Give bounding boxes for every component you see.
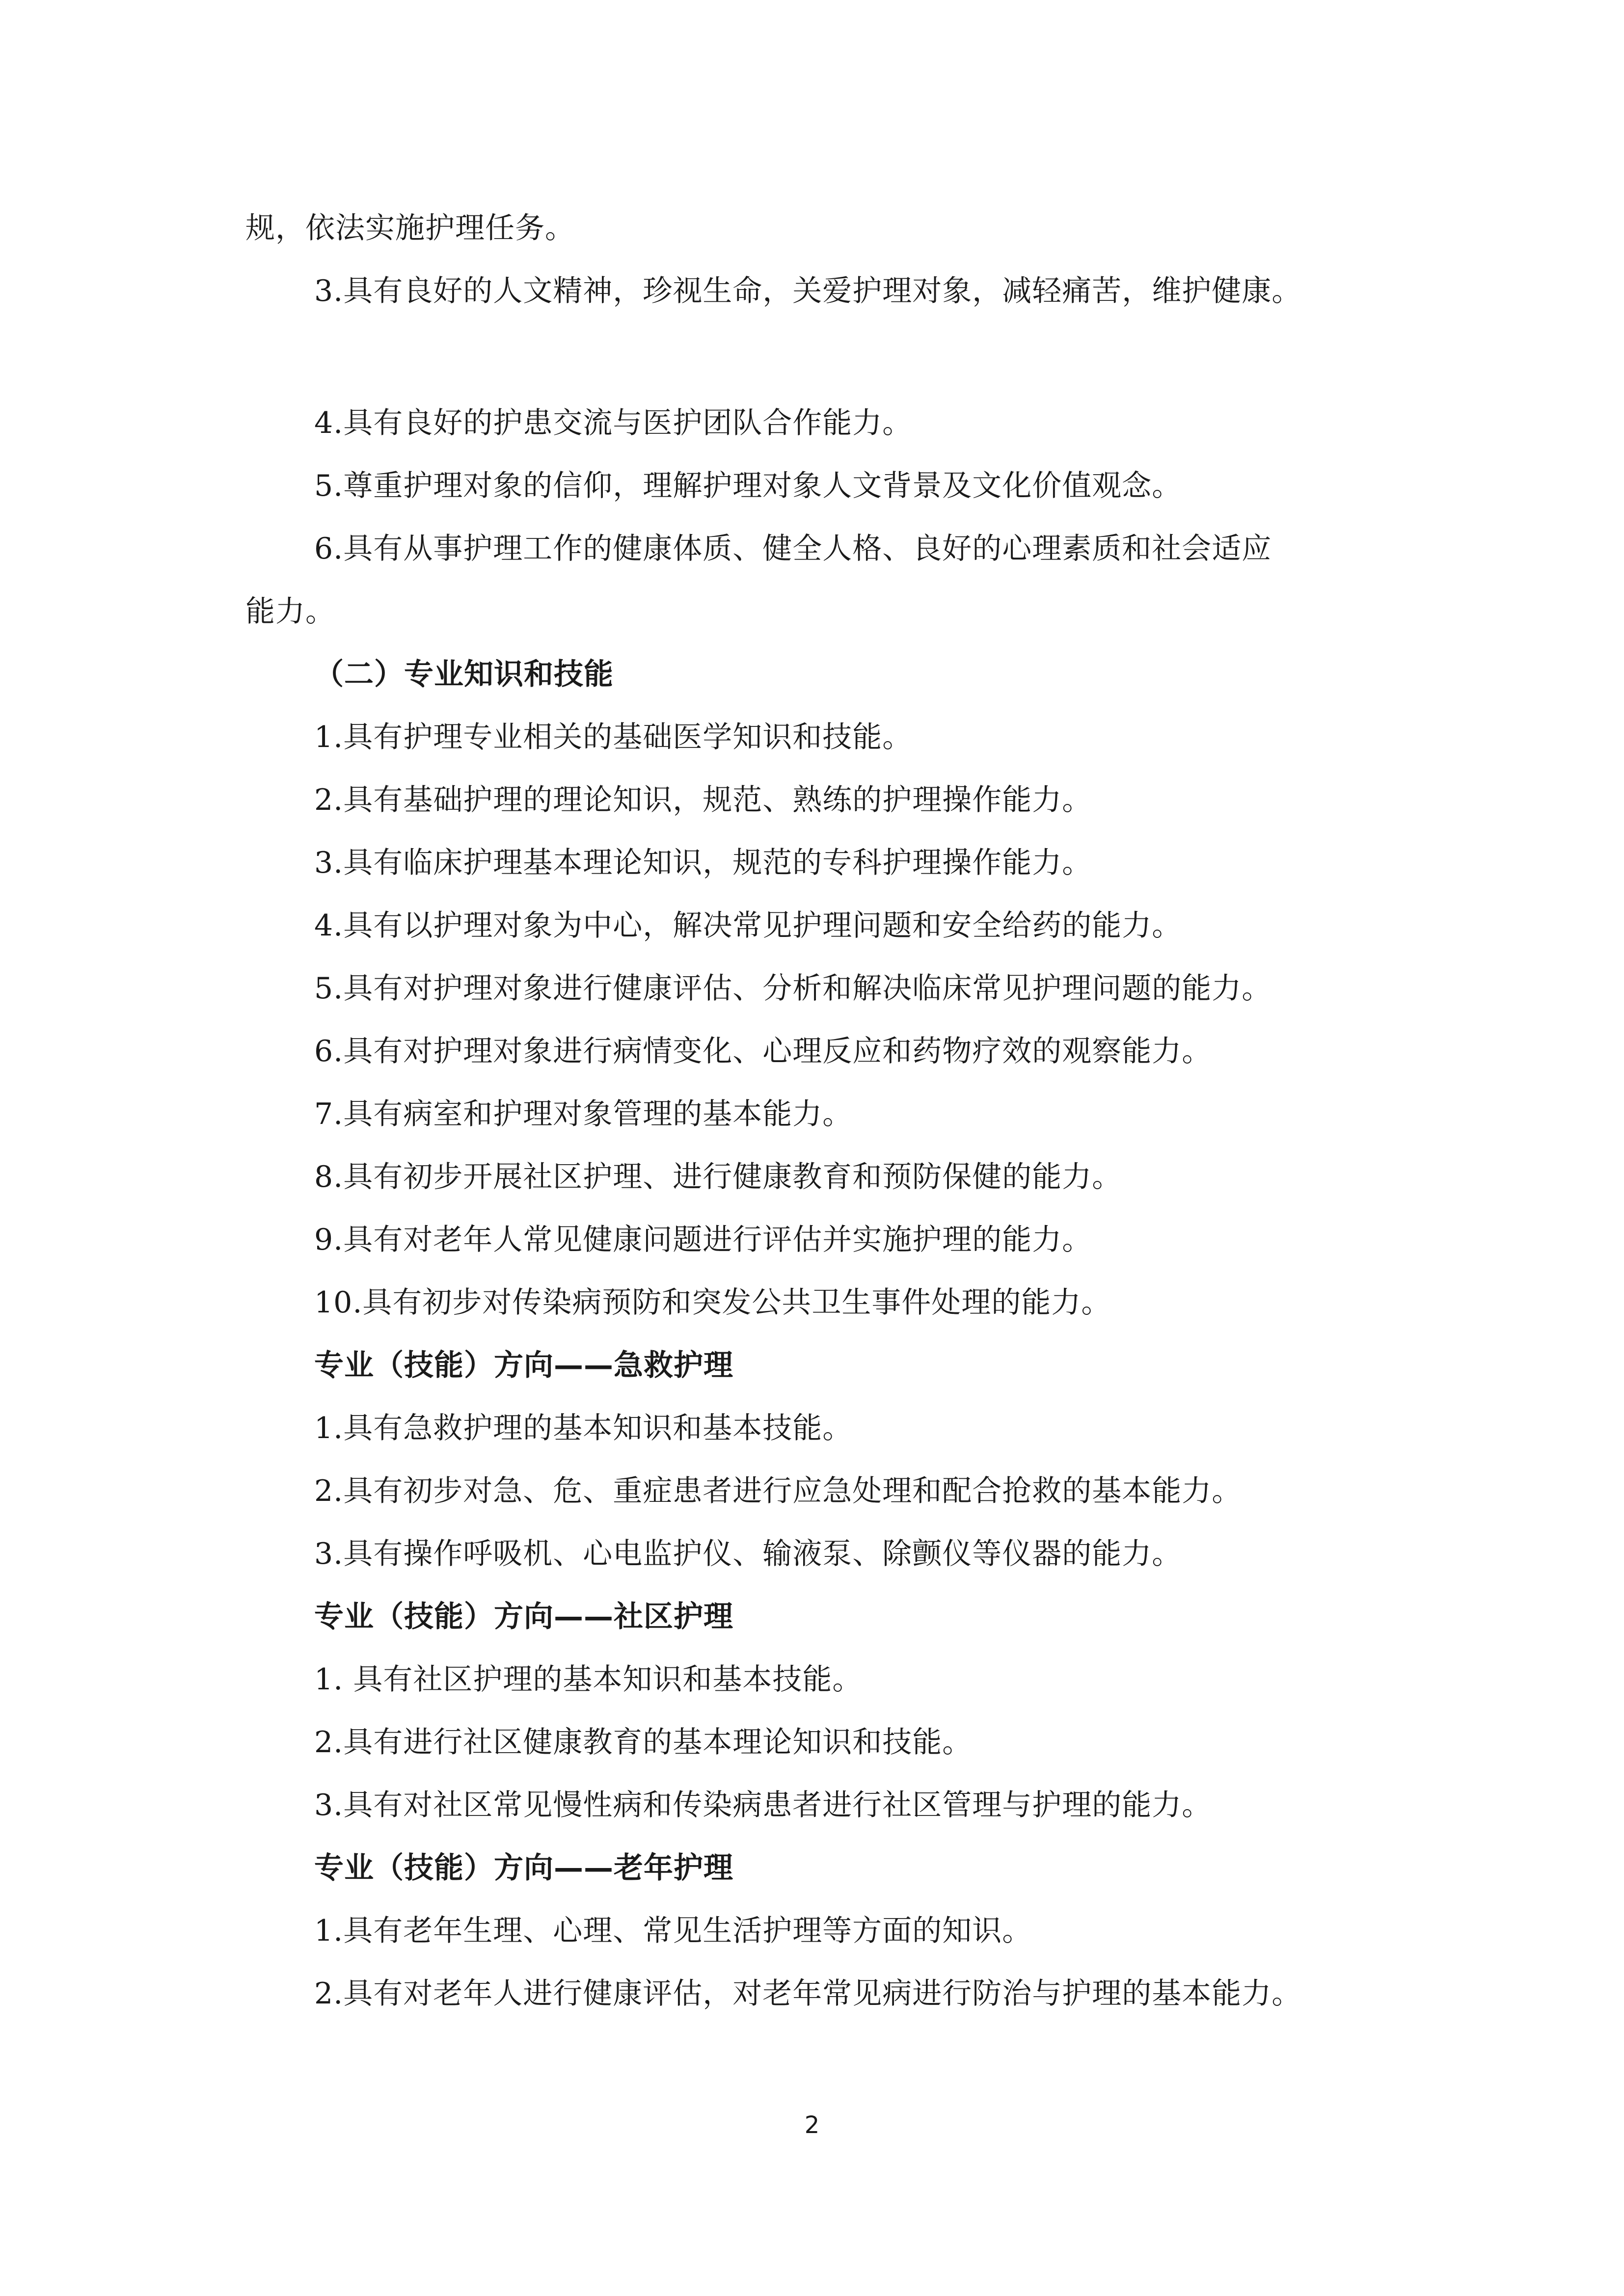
list-item: 2.具有初步对急、危、重症患者进行应急处理和配合抢救的基本能力。 [314, 1474, 1242, 1508]
list-item: 7.具有病室和护理对象管理的基本能力。 [314, 1097, 853, 1131]
list-item: 9.具有对老年人常见健康问题进行评估并实施护理的能力。 [314, 1223, 1092, 1257]
list-item-continuation: 能力。 [245, 594, 335, 629]
list-item: 1.具有老年生理、心理、常见生活护理等方面的知识。 [314, 1914, 1032, 1948]
list-item: 8.具有初步开展社区护理、进行健康教育和预防保健的能力。 [314, 1160, 1122, 1194]
section-heading-community-nursing: 专业（技能）方向——社区护理 [314, 1600, 733, 1634]
list-item: 6.具有对护理对象进行病情变化、心理反应和药物疗效的观察能力。 [314, 1034, 1212, 1068]
list-item: 3.具有临床护理基本理论知识，规范的专科护理操作能力。 [314, 846, 1092, 880]
section-heading-emergency-nursing: 专业（技能）方向——急救护理 [314, 1348, 733, 1383]
list-item: 1.具有急救护理的基本知识和基本技能。 [314, 1411, 853, 1445]
list-item: 3.具有良好的人文精神，珍视生命，关爱护理对象，减轻痛苦，维护健康。 [314, 274, 1302, 308]
list-item: 5.尊重护理对象的信仰，理解护理对象人文背景及文化价值观念。 [314, 469, 1182, 503]
list-item: 10.具有初步对传染病预防和突发公共卫生事件处理的能力。 [314, 1285, 1111, 1320]
list-item: 1. 具有社区护理的基本知识和基本技能。 [314, 1662, 863, 1697]
list-item: 3.具有对社区常见慢性病和传染病患者进行社区管理与护理的能力。 [314, 1788, 1212, 1822]
list-item: 2.具有基础护理的理论知识，规范、熟练的护理操作能力。 [314, 783, 1092, 817]
list-item: 3.具有操作呼吸机、心电监护仪、输液泵、除颤仪等仪器的能力。 [314, 1537, 1182, 1571]
section-heading-elderly-nursing: 专业（技能）方向——老年护理 [314, 1851, 733, 1885]
list-item: 5.具有对护理对象进行健康评估、分析和解决临床常见护理问题的能力。 [314, 971, 1272, 1006]
paragraph-continuation: 规，依法实施护理任务。 [245, 211, 575, 245]
page-number: 2 [804, 2111, 820, 2139]
list-item: 6.具有从事护理工作的健康体质、健全人格、良好的心理素质和社会适应 [314, 532, 1272, 566]
list-item: 2.具有对老年人进行健康评估，对老年常见病进行防治与护理的基本能力。 [314, 1976, 1302, 2011]
list-item: 2.具有进行社区健康教育的基本理论知识和技能。 [314, 1725, 973, 1760]
section-heading-knowledge-skills: （二）专业知识和技能 [314, 657, 614, 692]
list-item: 4.具有良好的护患交流与医护团队合作能力。 [314, 406, 913, 440]
list-item: 1.具有护理专业相关的基础医学知识和技能。 [314, 720, 913, 754]
list-item: 4.具有以护理对象为中心，解决常见护理问题和安全给药的能力。 [314, 908, 1182, 943]
